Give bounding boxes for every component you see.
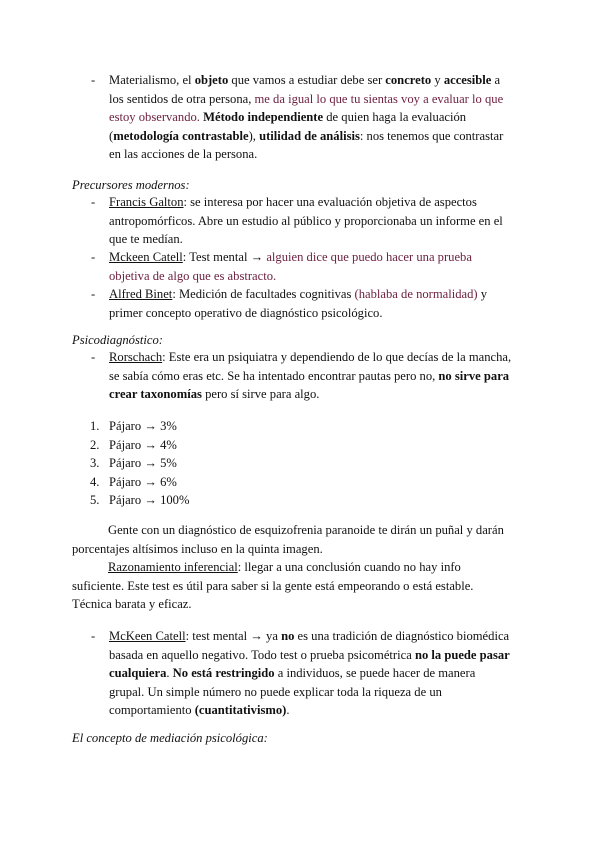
list-item (90, 436, 177, 455)
text: Pájaro → 5% (109, 456, 177, 471)
bold-text: objeto (194, 73, 229, 87)
text: primer concepto operativo de diagnóstico psicológico. (109, 305, 383, 320)
text: de quien haga la evaluación (323, 110, 467, 125)
bullet-marker: - (91, 629, 96, 643)
bold-text: utilidad de análisis (259, 128, 360, 143)
list-number: 2. (90, 437, 100, 452)
text: suficiente. Este test es útil para saber si la gente está empeorando o está estable. (72, 578, 474, 593)
text-line (109, 385, 319, 404)
highlighted-text: alguien dice que puedo hacer una prueba (266, 250, 472, 264)
text: y (431, 73, 444, 87)
text: y (477, 287, 488, 301)
bold-text: (cuantitativismo) (194, 703, 287, 718)
text-line (72, 540, 323, 559)
text-line (109, 108, 466, 127)
text: grupal. Un simple número no puede explicar toda la riqueza de un (109, 684, 442, 699)
bold-text: no la puede pasar (414, 647, 510, 662)
bold-text: no sirve para (438, 368, 510, 383)
text: Gente con un diagnóstico de esquizofrenia paranoide te dirán un puñal y darán (108, 523, 504, 537)
list-number: 3. (90, 456, 100, 471)
text: : llegar a una conclusión cuando no hay info (237, 560, 461, 574)
bold-text: accesible (443, 73, 492, 87)
text: Pájaro → 6% (109, 474, 177, 489)
text: ), (248, 128, 260, 143)
bullet-marker: - (91, 350, 96, 364)
text: se sabía cómo eras etc. Se ha intentado encontrar pautas pero no, (109, 368, 439, 383)
text-line (109, 230, 183, 249)
term-label: Rorschach (109, 350, 163, 364)
term-label: Francis Galton (109, 195, 184, 209)
text: : Test mental → (182, 250, 267, 264)
highlighted-text: objetiva de algo que es abstracto. (109, 268, 277, 283)
text: comportamiento (109, 703, 195, 718)
text-line (109, 267, 276, 286)
text-line (72, 176, 190, 195)
text: Pájaro → 3% (109, 419, 177, 433)
text: basada en aquello negativo. Todo test o prueba psicométrica (109, 647, 415, 662)
text: : Este era un psiquiatra y dependiendo de lo que decías de la mancha, (162, 350, 512, 364)
text: Pájaro → 100% (109, 493, 190, 508)
text: : nos tenemos que contrastar (359, 128, 504, 143)
text: en las acciones de la persona. (109, 147, 258, 162)
text-line (109, 367, 509, 386)
text: a (491, 73, 501, 87)
term-label: Alfred Binet (109, 287, 173, 301)
bold-text: No está restringido (172, 666, 275, 681)
text: : Medición de facultades cognitivas (172, 287, 355, 301)
term-label: Razonamiento inferencial (108, 560, 238, 574)
text-line (109, 683, 442, 702)
bullet-marker: - (91, 73, 96, 87)
bold-text: no (281, 629, 295, 643)
text-line (109, 127, 503, 146)
text: es una tradición de diagnóstico biomédica (294, 629, 510, 643)
text-line (109, 304, 382, 323)
text: antropomórficos. Abre un estudio al público y proporcionaba un informe en el (109, 213, 503, 228)
text: . (286, 703, 290, 718)
highlighted-text: (hablaba de normalidad) (354, 287, 478, 301)
text-line (109, 193, 477, 212)
text: Pájaro → 4% (109, 437, 177, 452)
heading-text: Psicodiagnóstico: (72, 333, 163, 347)
text-line (109, 248, 472, 267)
list-item (90, 454, 177, 473)
text-line (109, 90, 503, 109)
text: que vamos a estudiar debe ser (228, 73, 386, 87)
text-line (109, 285, 487, 304)
list-number: 1. (90, 419, 100, 433)
text-line (109, 646, 510, 665)
text: porcentajes altísimos incluso en la quinta imagen. (72, 541, 323, 556)
text-line (109, 71, 500, 90)
bold-text: metodología contrastable (113, 128, 249, 143)
term-label: McKeen Catell (109, 629, 186, 643)
text: Materialismo, el (109, 73, 195, 87)
list-number: 5. (90, 493, 100, 508)
text: los sentidos de otra persona, (109, 91, 255, 106)
list-item (90, 473, 177, 492)
bold-text: Método independiente (203, 110, 324, 125)
bullet-marker: - (91, 287, 96, 301)
text-line (109, 348, 511, 367)
text-line (109, 627, 509, 646)
bold-text: cualquiera (109, 666, 167, 681)
bullet-marker: - (91, 195, 96, 209)
bullet-marker: - (91, 250, 96, 264)
list-item (90, 417, 177, 436)
text: pero sí sirve para algo. (201, 387, 320, 402)
text: Técnica barata y eficaz. (72, 597, 192, 612)
text-line (72, 577, 473, 596)
heading-text: El concepto de mediación psicológica: (72, 731, 268, 745)
term-label: Mckeen Catell (109, 250, 183, 264)
text-line (72, 331, 163, 350)
text-line (72, 729, 268, 748)
list-number: 4. (90, 474, 100, 489)
text-line (109, 145, 257, 164)
text-line (72, 595, 192, 614)
text: . (166, 666, 173, 681)
text: : se interesa por hacer una evaluación objetiva de aspectos (183, 195, 477, 209)
text-line (109, 664, 475, 683)
text: : test mental → ya (185, 629, 282, 643)
list-item (90, 491, 190, 510)
highlighted-text: estoy observando. (109, 110, 200, 125)
text: ( (109, 128, 114, 143)
text-line (108, 521, 504, 540)
text-line (108, 558, 461, 577)
text: que te medían. (109, 232, 183, 247)
heading-text: Precursores modernos: (72, 178, 190, 192)
bold-text: concreto (385, 73, 432, 87)
bold-text: crear taxonomías (109, 387, 202, 402)
text-line (109, 701, 290, 720)
text: a individuos, se puede hacer de manera (274, 666, 476, 681)
highlighted-text: me da igual lo que tu sientas voy a evaluar lo que (254, 91, 504, 106)
text-line (109, 212, 503, 231)
